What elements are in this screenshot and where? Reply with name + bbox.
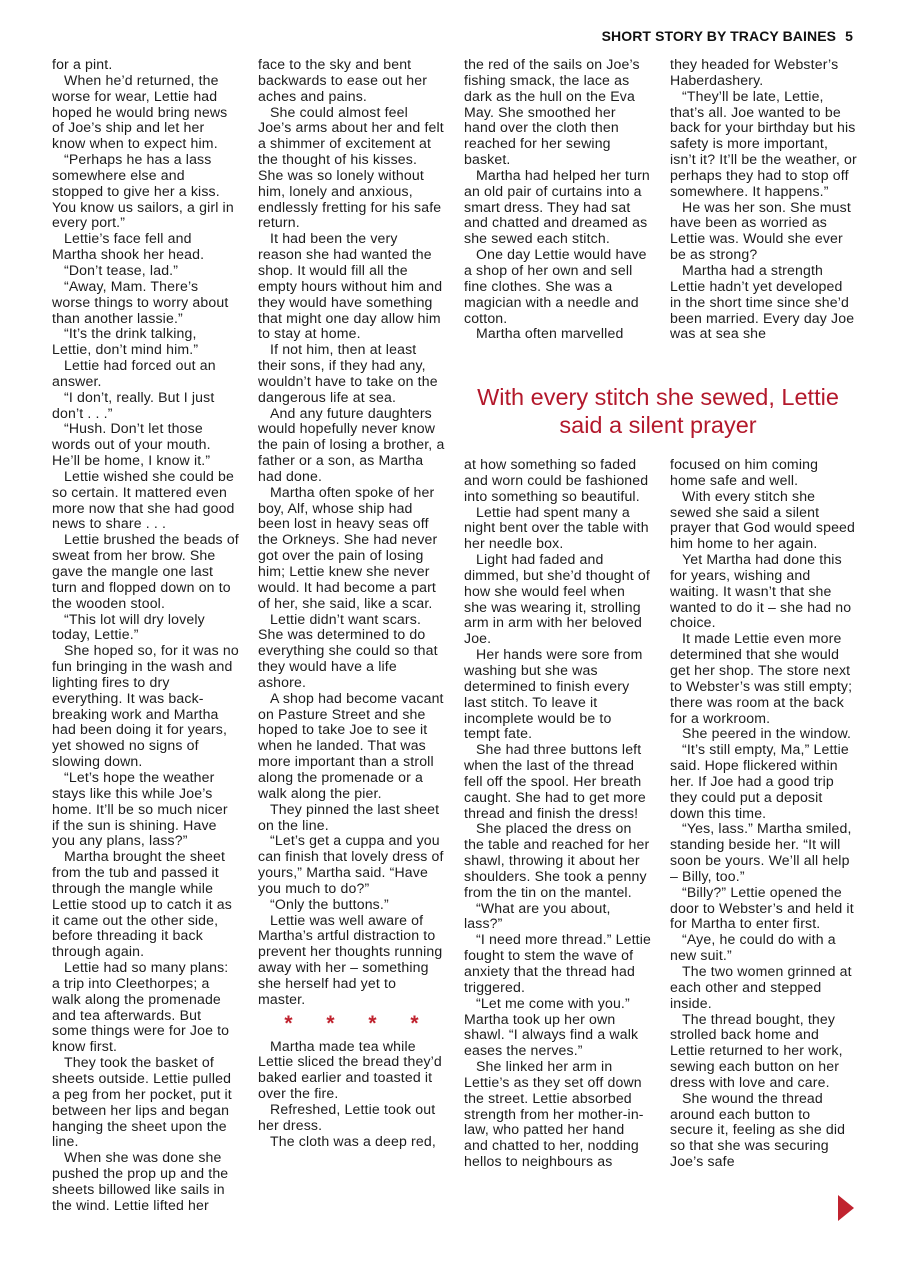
column-1 — [52, 57, 239, 1214]
paragraph: She hoped so, for it was no fun bringing in the wash and lighting fires to dry everything. It was back-breaking work and Martha had been doing it for years, yet showed no signs of slowing down. — [52, 642, 239, 770]
paragraph: Lettie brushed the beads of sweat from her brow. She gave the mangle one last turn and flopped down on to the wooden stool. — [52, 531, 239, 611]
paragraph: It made Lettie even more determined that she would get her shop. The store next to Webster’s was still empty; there was room at the back for a workroom. — [670, 630, 853, 726]
paragraph: they headed for Webster’s Haberdashery. — [670, 56, 839, 88]
paragraph: the red of the sails on Joe’s fishing smack, the lace as dark as the hull on the Eva May. She smoothed her hand over the cloth then reached for her sewing basket. — [464, 56, 640, 168]
running-header — [602, 28, 853, 44]
pull-quote: With every stitch she sewed, Lettie said a silent prayer — [477, 384, 839, 438]
paragraph: “I need more thread.” Lettie fought to stem the wave of anxiety that the thread had triggered. — [464, 931, 651, 995]
column-2 — [258, 57, 445, 1150]
paragraph: Her hands were sore from washing but she was determined to finish every last stitch. To leave it incomplete would be to tempt fate. — [464, 646, 643, 742]
paragraph: focused on him coming home safe and well. — [670, 456, 819, 488]
paragraph: “I don’t, really. But I just don’t . . .” — [52, 388, 215, 421]
paragraph: She peered in the window. — [682, 725, 852, 742]
paragraph: Lettie had spent many a night bent over the table with her needle box. — [464, 503, 649, 552]
paragraph: A shop had become vacant on Pasture Street and she hoped to take Joe to see it when he landed. That was more important than a stroll along the promenade or a walk along the pier. — [258, 689, 444, 801]
paragraph: She had three buttons left when the last of the thread fell off the spool. Her breath caught. She had to get more thread and finish the dress! — [464, 741, 646, 821]
paragraph: The two women grinned at each other and stepped inside. — [670, 963, 852, 1011]
paragraph: They pinned the last sheet on the line. — [258, 800, 440, 833]
paragraph: Light had faded and dimmed, but she’d thought of how she would feel when she was wearing it, strolling arm in arm with her beloved Joe. — [464, 551, 650, 647]
paragraph: The cloth was a deep red, — [270, 1132, 436, 1149]
paragraph: Martha made tea while Lettie sliced the bread they’d baked earlier and toasted it over the fire. — [258, 1037, 442, 1102]
paragraph: Martha brought the sheet from the tub and passed it through the mangle while Lettie stood up to catch it as it came out the other side, before threading it back through again. — [52, 848, 232, 960]
continued-arrow-icon — [838, 1195, 854, 1221]
column-3-bottom — [464, 457, 651, 1170]
paragraph: She linked her arm in Lettie’s as they set off down the street. Lettie absorbed strength from her mother-in-law, who patted her hand and chatted to her, nodding hellos to neighbours as — [464, 1058, 644, 1170]
paragraph: And any future daughters would hopefully never know the pain of losing a brother, a father or a son, as Martha had done. — [258, 404, 445, 484]
paragraph: Lettie’s face fell and Martha shook her head. — [52, 230, 205, 263]
paragraph: When she was done she pushed the prop up and the sheets billowed like sails in the wind. Lettie lifted her — [52, 1149, 229, 1213]
paragraph: Lettie had forced out an answer. — [52, 357, 216, 389]
paragraph: Lettie was well aware of Martha’s artful distraction to prevent her thoughts running away with her – something she herself had yet to master. — [258, 911, 443, 1007]
paragraph: “Perhaps he has a lass somewhere else and stopped to give her a kiss. You know us sailors, a girl in every port.” — [52, 151, 234, 231]
paragraph: If not him, then at least their sons, if they had any, wouldn’t have to take on the dangerous life at sea. — [258, 341, 438, 405]
paragraph: She could almost feel Joe’s arms about her and felt a shimmer of excitement at the thought of his kisses. She was so lonely without him, lonely and anxious, endlessly fretting for his safe return. — [258, 103, 444, 231]
paragraph: “Don’t tease, lad.” — [64, 261, 179, 278]
paragraph: “Away, Mam. There’s worse things to worry about than another lassie.” — [52, 277, 229, 326]
paragraph: “It’s the drink talking, Lettie, don’t mind him.” — [52, 325, 199, 358]
paragraph: One day Lettie would have a shop of her own and sell fine clothes. She was a magician with a needle and cotton. — [464, 246, 647, 326]
column-4-top — [670, 57, 857, 342]
paragraph: “Let’s hope the weather stays like this while Joe’s home. It’ll be so much nicer if the sun is shining. Have you any plans, lass?” — [52, 768, 228, 849]
paragraph: “Hush. Don’t let those words out of your mouth. He’ll be home, I know it.” — [52, 420, 211, 469]
paragraph: for a pint. — [52, 56, 113, 72]
paragraph: It had been the very reason she had wanted the shop. It would fill all the empty hours without him and they would have something that might one day allow him to stay at home. — [258, 230, 443, 342]
paragraph: She placed the dress on the table and reached for her shawl, throwing it about her shoulders. She took a penny from the tin on the mantel. — [464, 820, 650, 900]
paragraph: They took the basket of sheets outside. Lettie pulled a peg from her pocket, put it between her lips and began hanging the sheet upon the line. — [52, 1054, 232, 1150]
paragraph: “Let me come with you.” Martha took up her own shawl. “I always find a walk eases the nerves.” — [464, 994, 639, 1059]
section-title: SHORT STORY BY TRACY BAINES — [601, 28, 837, 44]
paragraph: Lettie didn’t want scars. She was determined to do everything she could so that they would have a life ashore. — [258, 610, 438, 690]
paragraph: Yet Martha had done this for years, wishing and waiting. It wasn’t that she wanted to do it – she had no choice. — [670, 551, 852, 631]
paragraph: The thread bought, they strolled back home and Lettie returned to her work, sewing each button on her dress with love and care. — [670, 1010, 843, 1090]
paragraph: He was her son. She must have been as worried as Lettie was. Would she ever be as strong? — [670, 198, 851, 263]
paragraph: “Let’s get a cuppa and you can finish that lovely dress of yours,” Martha said. “Have you much to do?” — [258, 832, 444, 896]
paragraph: Lettie had so many plans: a trip into Cleethorpes; a walk along the promenade and tea afterwards. But some things were for Joe to know first. — [52, 959, 230, 1055]
column-4-bottom — [670, 457, 857, 1170]
paragraph: With every stitch she sewed she said a silent prayer that God would speed him home to her again. — [670, 487, 856, 552]
paragraph: “Aye, he could do with a new suit.” — [670, 931, 836, 964]
paragraph: She wound the thread around each button to secure it, feeling as she did so that she was securing Joe’s safe — [670, 1089, 846, 1170]
section-break-asterisks: * * * * — [284, 1011, 433, 1035]
paragraph: When he’d returned, the worse for wear, Lettie had hoped he would bring news of Joe’s ship and let her know when to expect him. — [52, 71, 228, 152]
paragraph: “Billy?” Lettie opened the door to Webster’s and held it for Martha to enter first. — [670, 883, 854, 932]
paragraph: Martha often spoke of her boy, Alf, whose ship had been lost in heavy seas off the Orkneys. She had never got over the pain of losing him; Lettie knew she never would. It had become a part of her, she said, like a scar. — [258, 483, 438, 611]
paragraph: face to the sky and bent backwards to ease out her aches and pains. — [258, 56, 428, 104]
paragraph: at how something so faded and worn could be fashioned into something so beautiful. — [464, 456, 649, 504]
column-3-top — [464, 57, 651, 342]
paragraph: “It’s still empty, Ma,” Lettie said. Hope flickered within her. If Joe had a good trip they could put a deposit down this time. — [670, 741, 849, 821]
paragraph: “This lot will dry lovely today, Lettie.” — [52, 610, 205, 643]
paragraph: “What are you about, lass?” — [464, 899, 611, 932]
paragraph: “They’ll be late, Lettie, that’s all. Joe wanted to be back for your birthday but his safety is more important, isn’t it? It’ll be the weather, or perhaps they had to stop off somewhere. It happens.” — [670, 87, 857, 199]
paragraph: Martha often marvelled — [476, 325, 624, 342]
paragraph: Martha had a strength Lettie hadn’t yet developed in the short time since she’d been married. Every day Joe was at sea she — [670, 261, 855, 342]
paragraph: “Yes, lass.” Martha smiled, standing beside her. “It will soon be yours. We’ll all help – Billy, too.” — [670, 820, 852, 884]
paragraph: Refreshed, Lettie took out her dress. — [258, 1101, 436, 1133]
page-number: 5 — [845, 28, 853, 44]
paragraph: Martha had helped her turn an old pair of curtains into a smart dress. They had sat and chatted and dreamed as she sewed each stitch. — [464, 166, 650, 247]
paragraph: Lettie wished she could be so certain. It mattered even more now that she had good news to share . . . — [52, 467, 235, 532]
paragraph: “Only the buttons.” — [270, 895, 389, 912]
